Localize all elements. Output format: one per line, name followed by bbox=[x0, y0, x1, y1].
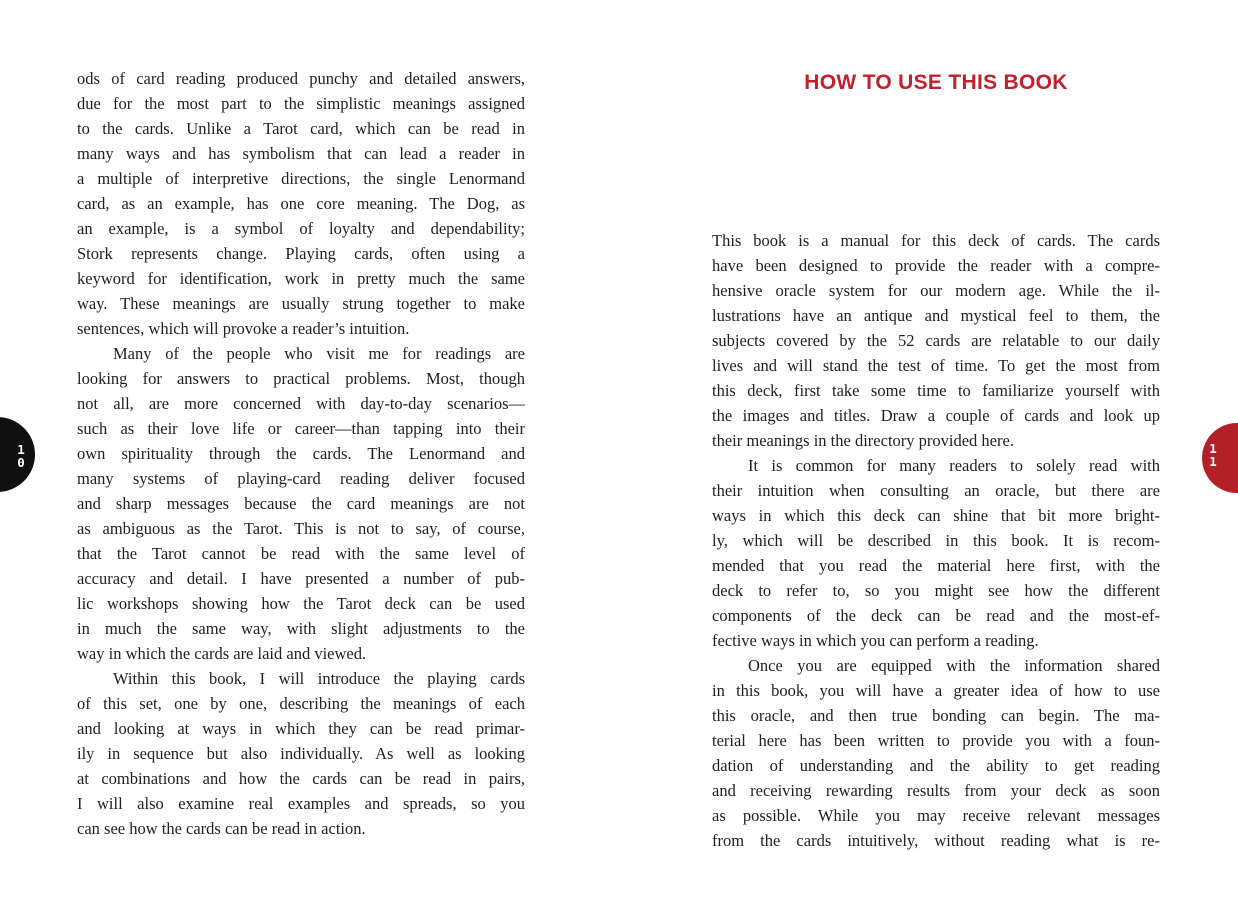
text-line: card, as an example, has one core meaning. The Dog, as bbox=[77, 194, 525, 213]
text-line: their meanings in the directory provided here. bbox=[712, 431, 1014, 450]
paragraph bbox=[77, 666, 525, 841]
text-line: ly, which will be described in this book. It is recom- bbox=[712, 531, 1160, 550]
text-line: It is common for many readers to solely read with bbox=[748, 456, 1160, 475]
right-page bbox=[712, 70, 1160, 853]
text-line: due for the most part to the simplistic meanings assigned bbox=[77, 94, 525, 113]
text-line: a multiple of interpretive directions, the single Lenormand bbox=[77, 169, 525, 188]
text-line: from the cards intuitively, without reading what is re- bbox=[712, 831, 1160, 850]
text-line: way in which the cards are laid and viewed. bbox=[77, 644, 367, 663]
text-line: This book is a manual for this deck of cards. The cards bbox=[712, 231, 1160, 250]
text-line: deck to refer to, so you might see how the different bbox=[712, 581, 1160, 600]
text-line: looking for answers to practical problems. Most, though bbox=[77, 369, 525, 388]
text-line: fective ways in which you can perform a reading. bbox=[712, 631, 1039, 650]
text-line: accuracy and detail. I have presented a number of pub- bbox=[77, 569, 525, 588]
page-number-right bbox=[1206, 442, 1220, 468]
page-number-left bbox=[14, 443, 28, 469]
text-line: hensive oracle system for our modern age. While the il- bbox=[712, 281, 1160, 300]
text-line: ily in sequence but also individually. As well as looking bbox=[77, 744, 525, 763]
text-line: not all, are more concerned with day-to-day scenarios— bbox=[77, 394, 525, 413]
text-line: sentences, which will provoke a reader’s intuition. bbox=[77, 319, 410, 338]
page-number-digit: 0 bbox=[17, 455, 25, 470]
text-line: subjects covered by the 52 cards are relatable to our daily bbox=[712, 331, 1160, 350]
text-line: this deck, first take some time to familiarize yourself with bbox=[712, 381, 1160, 400]
text-line: in much the same way, with slight adjustments to the bbox=[77, 619, 525, 638]
text-line: lives and will stand the test of time. To get the most from bbox=[712, 356, 1160, 375]
page-number-digit: 1 bbox=[1209, 454, 1217, 469]
text-line: ods of card reading produced punchy and detailed answers, bbox=[77, 69, 525, 88]
text-line: mended that you read the material here first, with the bbox=[712, 556, 1160, 575]
paragraph bbox=[77, 341, 525, 666]
text-line: as ambiguous as the Tarot. This is not to say, of course, bbox=[77, 519, 525, 538]
page-tab-right bbox=[1202, 423, 1238, 493]
text-line: way. These meanings are usually strung together to make bbox=[77, 294, 525, 313]
text-line: Many of the people who visit me for readings are bbox=[113, 344, 525, 363]
text-line: lustrations have an antique and mystical feel to them, the bbox=[712, 306, 1160, 325]
text-line: their intuition when consulting an oracle, but there are bbox=[712, 481, 1160, 500]
text-line: as possible. While you may receive relevant messages bbox=[712, 806, 1160, 825]
text-line: keyword for identification, work in pretty much the same bbox=[77, 269, 525, 288]
page-tab-left bbox=[0, 417, 35, 492]
text-line: and receiving rewarding results from your deck as soon bbox=[712, 781, 1160, 800]
text-line: such as their love life or career—than tapping into their bbox=[77, 419, 525, 438]
paragraph bbox=[712, 228, 1160, 453]
text-line: that the Tarot cannot be read with the same level of bbox=[77, 544, 525, 563]
text-line: in this book, you will have a greater idea of how to use bbox=[712, 681, 1160, 700]
text-line: Within this book, I will introduce the playing cards bbox=[113, 669, 525, 688]
text-line: own spirituality through the cards. The Lenormand and bbox=[77, 444, 525, 463]
text-line: components of the deck can be read and the most-ef- bbox=[712, 606, 1160, 625]
page-number-digit: 1 bbox=[17, 442, 25, 457]
text-line: Stork represents change. Playing cards, often using a bbox=[77, 244, 525, 263]
text-line: can see how the cards can be read in action. bbox=[77, 819, 366, 838]
text-line: ways in which this deck can shine that bit more bright- bbox=[712, 506, 1160, 525]
text-line: the images and titles. Draw a couple of cards and look up bbox=[712, 406, 1160, 425]
text-line: dation of understanding and the ability to get reading bbox=[712, 756, 1160, 775]
paragraph bbox=[77, 66, 525, 341]
text-line: lic workshops showing how the Tarot deck can be used bbox=[77, 594, 525, 613]
right-page-body bbox=[712, 228, 1160, 853]
text-line: have been designed to provide the reader with a compre- bbox=[712, 256, 1160, 275]
text-line: of this set, one by one, describing the meanings of each bbox=[77, 694, 525, 713]
text-line: many systems of playing-card reading deliver focused bbox=[77, 469, 525, 488]
text-line: I will also examine real examples and spreads, so you bbox=[77, 794, 525, 813]
chapter-heading: HOW TO USE THIS BOOK bbox=[804, 71, 1068, 94]
page-number-digit: 1 bbox=[1209, 441, 1217, 456]
text-line: and looking at ways in which they can be read primar- bbox=[77, 719, 525, 738]
left-page-body bbox=[77, 66, 525, 841]
text-line: this oracle, and then true bonding can begin. The ma- bbox=[712, 706, 1160, 725]
paragraph bbox=[712, 453, 1160, 653]
text-line: and sharp messages because the card meanings are not bbox=[77, 494, 525, 513]
paragraph bbox=[712, 653, 1160, 853]
text-line: Once you are equipped with the information shared bbox=[748, 656, 1160, 675]
text-line: many ways and has symbolism that can lead a reader in bbox=[77, 144, 525, 163]
text-line: to the cards. Unlike a Tarot card, which can be read in bbox=[77, 119, 525, 138]
text-line: at combinations and how the cards can be read in pairs, bbox=[77, 769, 525, 788]
text-line: an example, is a symbol of loyalty and dependability; bbox=[77, 219, 525, 238]
text-line: terial here has been written to provide you with a foun- bbox=[712, 731, 1160, 750]
left-page bbox=[77, 66, 525, 841]
